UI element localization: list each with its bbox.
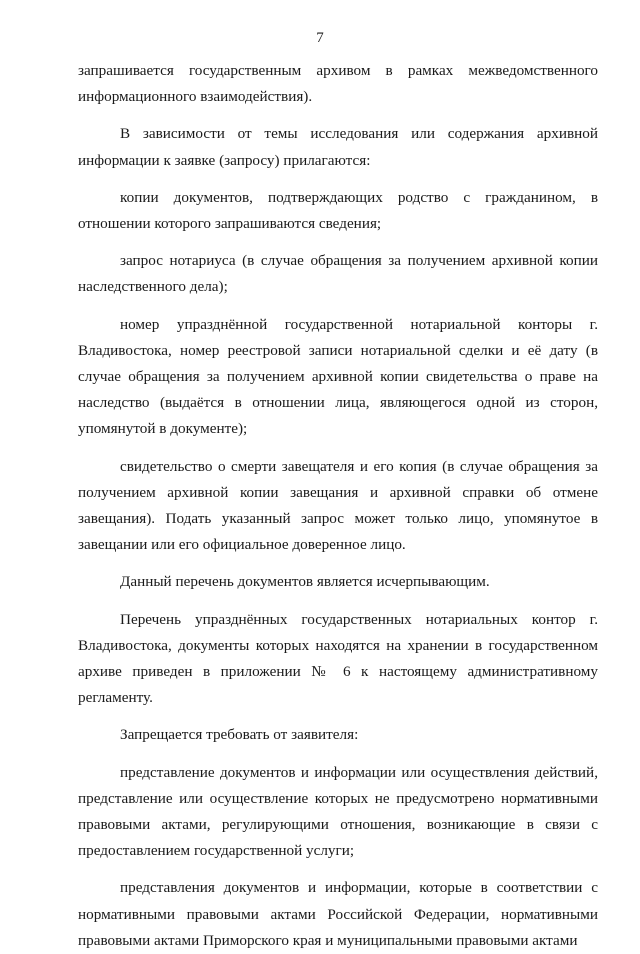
paragraph-6: свидетельство о смерти завещателя и его копия (в случае обращения за получением архивной копии завещания и архивной справки об отмене завещания). Подать указанный запрос может только лицо, упомянутое в завещании или его официальное доверенное лицо. [78, 457, 598, 554]
paragraph-2: В зависимости от темы исследования или содержания архивной информации к заявке (запросу) прилагаются: [78, 125, 598, 169]
document-body [78, 58, 598, 954]
paragraph-11: представления документов и информации, которые в соответствии с нормативными правовыми актами Российской Федерации, нормативными правовыми актами Приморского края и муниципальными правовыми актами [78, 879, 598, 949]
paragraph-10: представление документов и информации или осуществления действий, представление или осуществление которых не предусмотрено нормативными правовыми актами, регулирующими отношения, возникающие в связи с предоставлением государственной услуги; [78, 763, 598, 860]
paragraph-3: копии документов, подтверждающих родство с гражданином, в отношении которого запрашиваются сведения; [78, 188, 598, 233]
paragraph-5: номер упразднённой государственной нотариальной конторы г. Владивостока, номер реестровой записи нотариальной сделки и её дату (в случае обращения за получением архивной копии свидетельства о праве на наследство (выдаётся в отношении лица, являющегося одной из сторон, упомянутой в документе); [78, 315, 598, 438]
paragraph-7: Данный перечень документов является исчерпывающим. [120, 573, 490, 591]
paragraph-9: Запрещается требовать от заявителя: [120, 726, 359, 744]
paragraph-4: запрос нотариуса (в случае обращения за получением архивной копии наследственного дела); [78, 252, 598, 296]
page-number: 7 [316, 30, 324, 46]
paragraph-1: запрашивается государственным архивом в рамках межведомственного информационного взаимодействия). [78, 62, 598, 106]
paragraph-8: Перечень упразднённых государственных нотариальных контор г. Владивостока, документы которых находятся на хранении в государственном архиве приведен в приложении № 6 к настоящему административному регламенту. [78, 610, 598, 707]
